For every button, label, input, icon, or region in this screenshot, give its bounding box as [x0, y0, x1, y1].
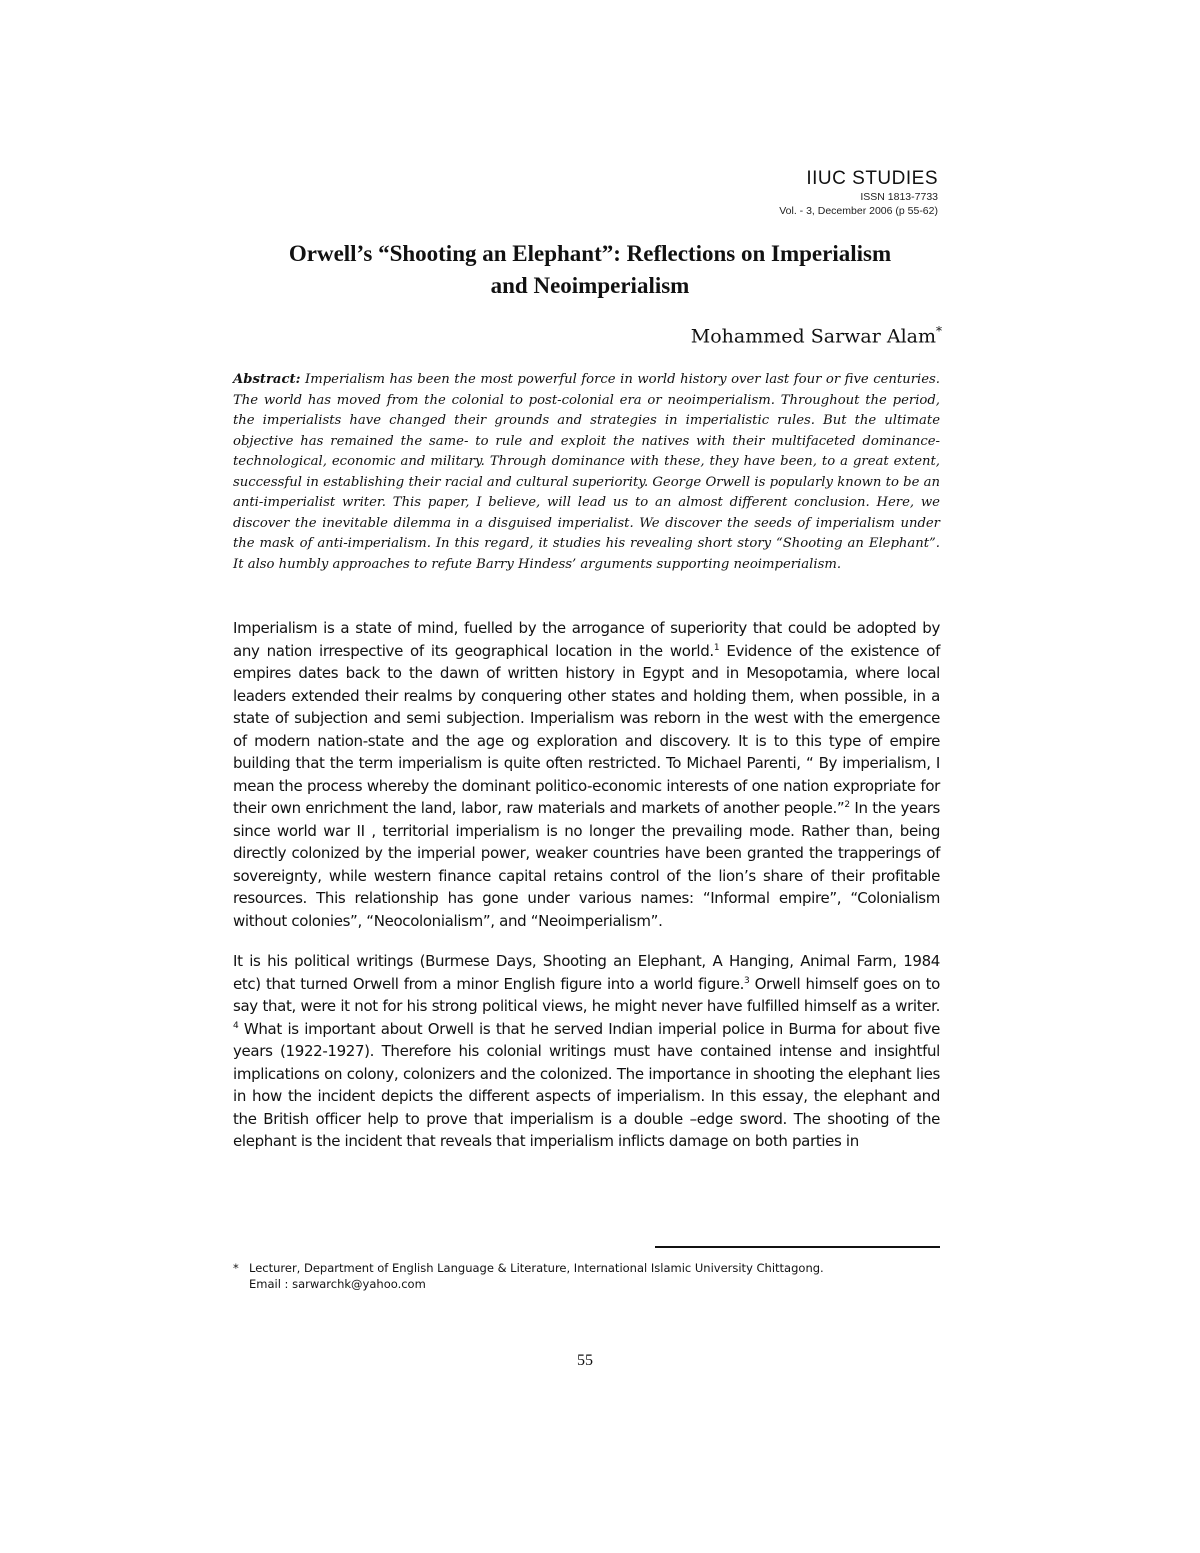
- footnote-affiliation: Lecturer, Department of English Language & Literature, International Islamic University Chittagong.: [249, 1261, 824, 1275]
- paragraph-1: [233, 617, 940, 932]
- author-line: [691, 318, 942, 349]
- paragraph-2-part-b: Orwell himself goes on to say that, were it not for his strong political views, he might never have fulfilled himself as a writer.: [233, 974, 941, 1015]
- page-number: 55: [577, 1352, 593, 1369]
- footnote: [233, 1260, 940, 1292]
- paragraph-1-part-c: In the years since world war II , territorial imperialism is no longer the prevailing mode. Rather than, being directly colonized by the imperial power, weaker countries have been granted the trapperings of sovereignty, while western finance capital retains control of the lion’s share of their profitable resources. This relationship has gone under various names: “Informal empire”, “Colonialism without colonies”, “Neocolonialism”, and “Neoimperialism”.: [233, 799, 940, 930]
- footnote-ref-3: 3: [744, 975, 750, 986]
- paragraph-2-part-c: What is important about Orwell is that he served Indian imperial police in Burma for about five years (1922-1927). Therefore his colonial writings must have contained intense and insightful implications on colony, colonizers and the colonized. The importance in shooting the elephant lies in how the incident depicts the different aspects of imperialism. In this essay, the elephant and the British officer help to prove that imperialism is a double –edge sword. The shooting of the elephant is the incident that reveals that imperialism inflicts damage on both parties in: [233, 1019, 940, 1150]
- paragraph-1-part-b: Evidence of the existence of empires dates back to the dawn of written history in Egypt and in Mesopotamia, where local leaders extended their realms by conquering other states and holding them, when possible, in a state of subjection and semi subjection. Imperialism was reborn in the west with the emergence of modern nation-state and the age og exploration and discovery. It is to this type of empire building that the term imperialism is quite often restricted. To Michael Parenti, “ By imperialism, I mean the process whereby the dominant politico-economic interests of one nation expropriate for their own enrichment the land, labor, raw materials and markets of another people.”: [233, 641, 940, 817]
- paragraph-2: [233, 950, 940, 1153]
- footnote-ref-4: 4: [233, 1020, 239, 1031]
- footnote-ref-2: 2: [844, 800, 850, 810]
- journal-volume: Vol. - 3, December 2006 (p 55-62): [779, 205, 938, 217]
- journal-name: IIUC STUDIES: [806, 168, 938, 189]
- author-name: Mohammed Sarwar Alam: [690, 325, 936, 348]
- journal-issn: ISSN 1813-7733: [860, 191, 938, 203]
- footnote-ref-1: 1: [713, 642, 720, 653]
- paper-title: [240, 238, 940, 302]
- footnote-marker: *: [233, 1261, 239, 1275]
- paragraph-1-part-a: Imperialism is a state of mind, fuelled by the arrogance of superiority that could be adopted by any nation irrespective of its geographical location in the world.: [233, 619, 940, 660]
- title-line-1: Orwell’s “Shooting an Elephant”: Reflections on Imperialism: [288, 241, 892, 266]
- footnote-divider: [655, 1246, 940, 1248]
- title-line-2: and Neoimperialism: [490, 273, 690, 298]
- footnote-email: Email : sarwarchk@yahoo.com: [249, 1277, 426, 1291]
- abstract-label: Abstract:: [233, 372, 301, 387]
- body-text: [233, 617, 940, 1171]
- author-footnote-marker: *: [936, 324, 942, 338]
- journal-header: [779, 168, 938, 218]
- abstract: [233, 370, 940, 575]
- paragraph-2-part-a: It is his political writings (Burmese Days, Shooting an Elephant, A Hanging, Animal Farm, 1984 etc) that turned Orwell from a minor English figure into a world figure.: [233, 952, 940, 993]
- abstract-text: Imperialism has been the most powerful force in world history over last four or five centuries. The world has moved from the colonial to post-colonial era or neoimperialism. Throughout the period, the imperialists have changed their grounds and strategies in imperialistic rules. But the ultimate objective has remained the same- to rule and exploit the natives with their multifaceted dominance-technological, economic and military. Through dominance with these, they have been, to a great extent, successful in establishing their racial and cultural superiority. George Orwell is popularly known to be an anti-imperialist writer. This paper, I believe, will lead us to an almost different conclusion. Here, we discover the inevitable dilemma in a disguised imperialist. We discover the seeds of imperialism under the mask of anti-imperialism. In this regard, it studies his revealing short story “Shooting an Elephant”. It also humbly approaches to refute Barry Hindess’ arguments supporting neoimperialism.: [233, 372, 940, 572]
